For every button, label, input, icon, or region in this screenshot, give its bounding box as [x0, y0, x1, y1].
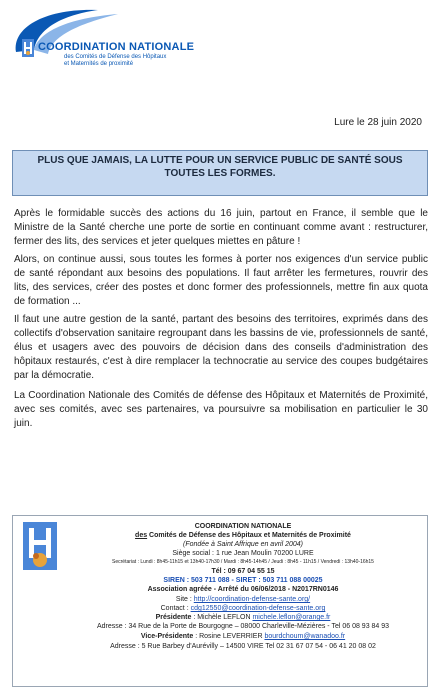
banner-line-2: TOUTES LES FORMES.	[164, 168, 276, 179]
president-name: : Michèle LEFLON	[191, 614, 253, 621]
footer-contact	[63, 604, 423, 613]
footer-contact-box	[12, 515, 428, 687]
header-org-subtitle	[64, 54, 166, 68]
footer-vice-address: Adresse : 5 Rue Barbey d'Aurévilly – 14500 VIRE Tel 02 31 67 07 54 - 06 41 20 08 02	[110, 643, 376, 650]
footer-org-subtitle	[63, 531, 423, 540]
vice-email-link[interactable]: bourdchoum@wanadoo.fr	[264, 633, 346, 640]
footer-siege: Siège social : 1 rue Jean Moulin 70200 LURE	[172, 550, 314, 557]
footer-president-address: Adresse : 34 Rue de la Porte de Bourgogne – 08000 Charleville-Mézières - Tel 06 08 93 84 93	[96, 623, 390, 630]
president-email-link[interactable]: michele.leflon@orange.fr	[252, 614, 331, 621]
site-link[interactable]: http://coordination-defense-sante.org/	[193, 596, 311, 603]
footer-founded: (Fondée à Saint Affrique en avril 2004)	[183, 541, 303, 548]
paragraph-3: Il faut une autre gestion de la santé, partant des besoins des territoires, exprimés dans des collectifs d'observation sanitaire regroupant dans les bassins de vie, professionnels de santé, élus et usagers avec des pouvoirs de décision dans des conseils d'administration des hôpitaux restaurés, c'est à dire remplacer la technocratie au service des coupes budgétaires par la démocratie.	[14, 314, 428, 381]
hospital-logo-icon	[22, 39, 34, 57]
hospital-logo-icon	[23, 522, 57, 570]
footer-association: Association agréée - Arrêté du 06/06/2018 - N2017RN0146	[147, 586, 339, 593]
footer-siren: SIREN : 503 711 088 - SIRET : 503 711 088 00025	[163, 577, 323, 584]
paragraph-4: La Coordination Nationale des Comités de défense des Hôpitaux et Maternités de Proximité, avec ses comités, avec ses partenaires, va poursuivre sa mobilisation en particulier le 30 juin.	[14, 390, 428, 429]
footer-tel: Tél : 09 67 04 55 15	[211, 568, 275, 575]
footer-org-name: COORDINATION NATIONALE	[194, 523, 292, 530]
contact-email-link[interactable]: cdg12550@coordination-defense-sante.org	[190, 605, 326, 612]
site-label: Site :	[175, 596, 194, 603]
header-org-title: COORDINATION NATIONALE	[38, 41, 195, 53]
date-line: Lure le 28 juin 2020	[334, 117, 422, 128]
vice-name: : Rosine LEVERRIER	[193, 633, 265, 640]
title-banner	[12, 150, 428, 196]
footer-secretariat: Secrétariat : Lundi : 8h45-11h15 et 13h40-17h30 / Mardi : 8h45-14h45 / Jeudi : 8h45 - 11h15 / Vendredi : 13h40-16h15	[112, 559, 374, 565]
footer-vice	[63, 632, 423, 641]
header-sub-line-1: des Comités de Défense des Hôpitaux	[64, 54, 167, 60]
banner-line-1: PLUS QUE JAMAIS, LA LUTTE POUR UN SERVICE PUBLIC DE SANTÉ SOUS	[37, 155, 403, 166]
footer-sub-rest: Comités de Défense des Hôpitaux et Maternités de Proximité	[147, 532, 351, 539]
footer-president	[63, 613, 423, 622]
header-logo	[8, 6, 195, 86]
header-sub-line-2: et Maternités de proximité	[64, 61, 134, 67]
president-label: Présidente	[155, 614, 192, 621]
contact-label: Contact :	[160, 605, 191, 612]
footer-sub-des: des	[135, 532, 148, 539]
paragraph-1: Après le formidable succès des actions du 16 juin, partout en France, il semble que le Ministre de la Santé cherche une porte de sortie en continuant comme avant : restructurer, fermer des lits, des services et jeter quelques miettes en pâture !	[14, 208, 428, 247]
footer-site	[63, 595, 423, 604]
paragraph-2: Alors, on continue aussi, sous toutes les formes à porter nos exigences d'un service public de santé répondant aux besoins des populations. Il faut arrêter les fermetures, rouvrir des lits, des services, créer des postes et donc former des professionnels, mettre fin aux quota de formation ...	[14, 254, 428, 307]
vice-label: Vice-Présidente	[140, 633, 194, 640]
